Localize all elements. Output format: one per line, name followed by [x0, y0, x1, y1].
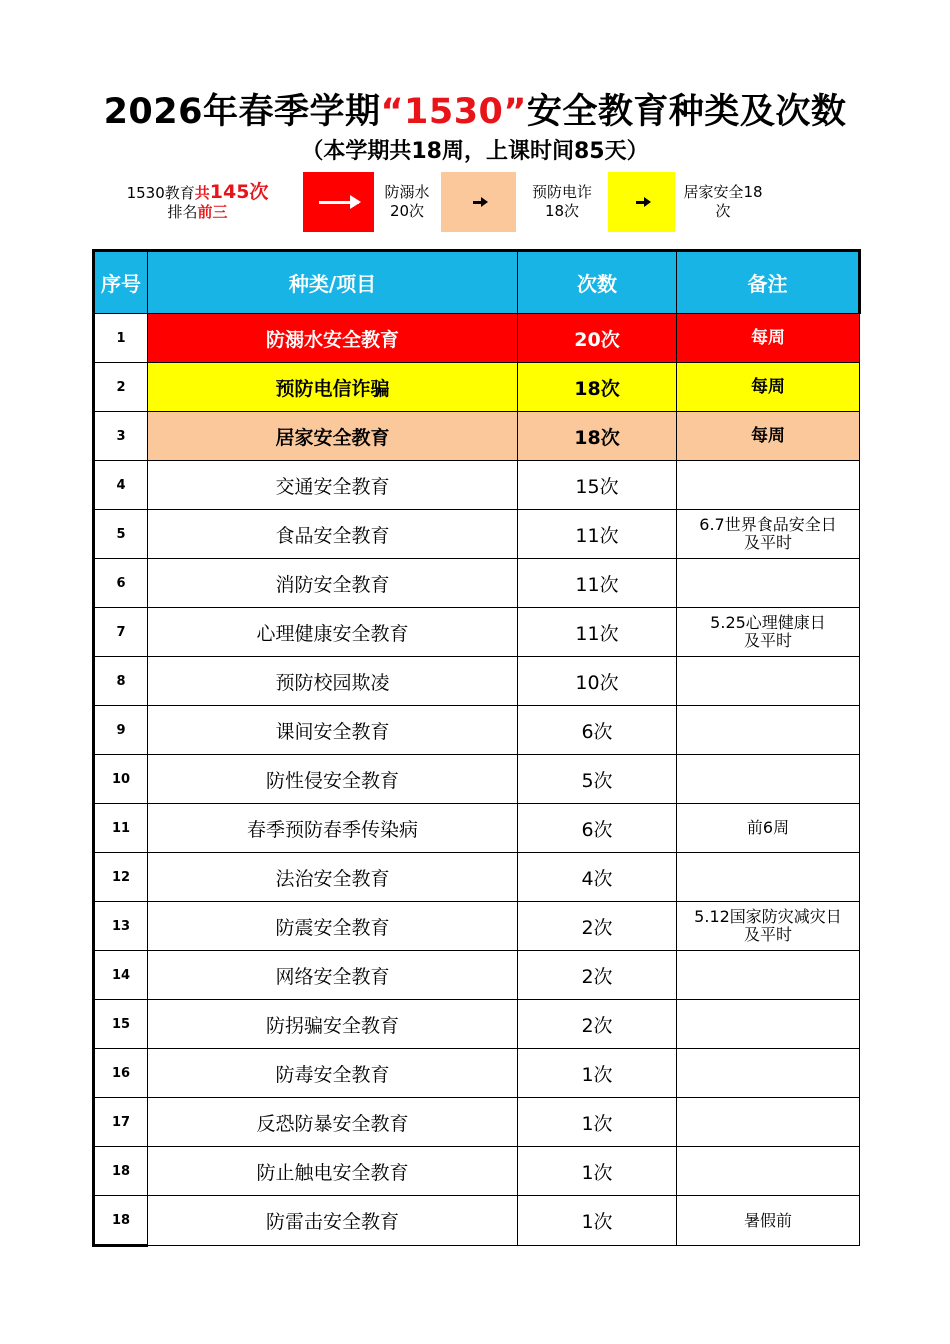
header-item: 种类/项目 [148, 251, 518, 314]
row-note [677, 608, 860, 657]
row-item: 春季预防春季传染病 [148, 804, 518, 853]
table-row [94, 755, 860, 804]
arrow-right-icon [473, 201, 485, 204]
table-row [94, 510, 860, 559]
row-count: 18次 [518, 363, 677, 412]
row-note [677, 706, 860, 755]
row-item: 消防安全教育 [148, 559, 518, 608]
summary-highlight: 前三 [197, 203, 228, 221]
legend-label-home [677, 183, 769, 221]
legend-label-line: 居家安全18 [683, 183, 763, 201]
legend-swatch-yellow [608, 172, 675, 232]
row-count: 15次 [518, 461, 677, 510]
row-note [677, 510, 860, 559]
row-item: 心理健康安全教育 [148, 608, 518, 657]
row-note [677, 853, 860, 902]
row-item: 防震安全教育 [148, 902, 518, 951]
note-line: 5.25心理健康日 [710, 613, 826, 632]
row-count: 11次 [518, 608, 677, 657]
row-index: 6 [94, 559, 148, 608]
summary-line-1 [100, 183, 295, 203]
row-item: 防性侵安全教育 [148, 755, 518, 804]
page-title [0, 84, 950, 134]
row-count: 4次 [518, 853, 677, 902]
legend-swatch-peach [441, 172, 516, 232]
note-line: 前6周 [746, 818, 790, 837]
row-index: 5 [94, 510, 148, 559]
row-note [677, 1147, 860, 1196]
row-note [677, 461, 860, 510]
legend-label-line: 次 [715, 202, 731, 220]
row-index: 7 [94, 608, 148, 657]
row-item: 预防校园欺凌 [148, 657, 518, 706]
row-count: 20次 [518, 314, 677, 363]
row-index: 18 [94, 1196, 148, 1246]
row-item: 防溺水安全教育 [148, 314, 518, 363]
row-item: 防止触电安全教育 [148, 1147, 518, 1196]
row-index: 1 [94, 314, 148, 363]
legend-label-line: 防溺水 [384, 183, 430, 201]
summary-text: 1530教育 [126, 184, 195, 202]
header-count: 次数 [518, 251, 677, 314]
title-highlight: “1530” [380, 92, 527, 132]
header-note: 备注 [677, 251, 860, 314]
row-note [677, 902, 860, 951]
header-index: 序号 [94, 251, 148, 314]
row-index: 13 [94, 902, 148, 951]
row-note [677, 755, 860, 804]
row-index: 15 [94, 1000, 148, 1049]
page-subtitle: （本学期共18周，上课时间85天） [301, 139, 649, 164]
table-row [94, 951, 860, 1000]
note-line: 每周 [751, 426, 785, 446]
row-note [677, 314, 860, 363]
row-item: 居家安全教育 [148, 412, 518, 461]
table-row [94, 902, 860, 951]
row-index: 14 [94, 951, 148, 1000]
title-prefix: 2026年春季学期 [103, 92, 381, 132]
row-note [677, 657, 860, 706]
legend-label-fraud [522, 183, 602, 221]
row-note [677, 1098, 860, 1147]
row-index: 12 [94, 853, 148, 902]
summary-line-2 [100, 203, 295, 222]
table-header-row [94, 251, 860, 314]
row-index: 9 [94, 706, 148, 755]
row-item: 网络安全教育 [148, 951, 518, 1000]
row-index: 4 [94, 461, 148, 510]
note-line: 5.12国家防灾减灾日 [694, 907, 842, 926]
note-line: 及平时 [743, 925, 792, 944]
education-table [92, 249, 861, 1247]
row-note [677, 412, 860, 461]
table-row [94, 657, 860, 706]
row-item: 防拐骗安全教育 [148, 1000, 518, 1049]
row-index: 17 [94, 1098, 148, 1147]
row-item: 防毒安全教育 [148, 1049, 518, 1098]
row-index: 8 [94, 657, 148, 706]
row-index: 16 [94, 1049, 148, 1098]
row-item: 交通安全教育 [148, 461, 518, 510]
row-count: 11次 [518, 559, 677, 608]
row-item: 防雷击安全教育 [148, 1196, 518, 1246]
row-count: 5次 [518, 755, 677, 804]
legend-label-line: 预防电诈 [531, 183, 592, 201]
row-note [677, 951, 860, 1000]
note-line: 暑假前 [743, 1210, 792, 1230]
table-body [94, 314, 860, 1246]
legend-swatch-red [303, 172, 374, 232]
title-suffix: 安全教育种类及次数 [526, 92, 847, 132]
table-row [94, 608, 860, 657]
arrow-right-icon [636, 201, 648, 204]
row-item: 课间安全教育 [148, 706, 518, 755]
row-count: 18次 [518, 412, 677, 461]
table-row [94, 363, 860, 412]
row-count: 1次 [518, 1147, 677, 1196]
row-index: 11 [94, 804, 148, 853]
summary-total: 145次 [209, 181, 269, 203]
table-row [94, 1098, 860, 1147]
note-line: 及平时 [743, 631, 792, 650]
note-line: 每周 [751, 328, 785, 348]
legend-label-drowning [377, 183, 437, 221]
row-count: 10次 [518, 657, 677, 706]
row-count: 1次 [518, 1098, 677, 1147]
row-count: 1次 [518, 1196, 677, 1246]
legend-label-line: 20次 [389, 202, 425, 220]
legend-label-line: 18次 [544, 202, 580, 220]
table-row [94, 314, 860, 363]
row-index: 2 [94, 363, 148, 412]
table-row [94, 1147, 860, 1196]
row-count: 2次 [518, 902, 677, 951]
table-row [94, 1049, 860, 1098]
table-row [94, 853, 860, 902]
row-index: 18 [94, 1147, 148, 1196]
summary-highlight: 共 [194, 184, 210, 202]
row-note [677, 1049, 860, 1098]
row-note [677, 804, 860, 853]
row-count: 6次 [518, 706, 677, 755]
summary-text: 排名 [167, 203, 198, 221]
table-row [94, 412, 860, 461]
row-index: 3 [94, 412, 148, 461]
table-row [94, 1196, 860, 1246]
row-note [677, 1196, 860, 1246]
row-count: 2次 [518, 1000, 677, 1049]
row-count: 1次 [518, 1049, 677, 1098]
row-count: 11次 [518, 510, 677, 559]
row-item: 反恐防暴安全教育 [148, 1098, 518, 1147]
table-row [94, 559, 860, 608]
row-note [677, 559, 860, 608]
table-row [94, 1000, 860, 1049]
summary-block [100, 183, 295, 222]
row-count: 2次 [518, 951, 677, 1000]
row-count: 6次 [518, 804, 677, 853]
table-row [94, 804, 860, 853]
note-line: 每周 [751, 377, 785, 397]
table-row [94, 706, 860, 755]
row-item: 法治安全教育 [148, 853, 518, 902]
row-item: 预防电信诈骗 [148, 363, 518, 412]
table-row [94, 461, 860, 510]
row-index: 10 [94, 755, 148, 804]
row-note [677, 363, 860, 412]
note-line: 6.7世界食品安全日 [699, 515, 837, 534]
note-line: 及平时 [743, 533, 792, 552]
arrow-right-icon [319, 201, 359, 204]
row-note [677, 1000, 860, 1049]
row-item: 食品安全教育 [148, 510, 518, 559]
